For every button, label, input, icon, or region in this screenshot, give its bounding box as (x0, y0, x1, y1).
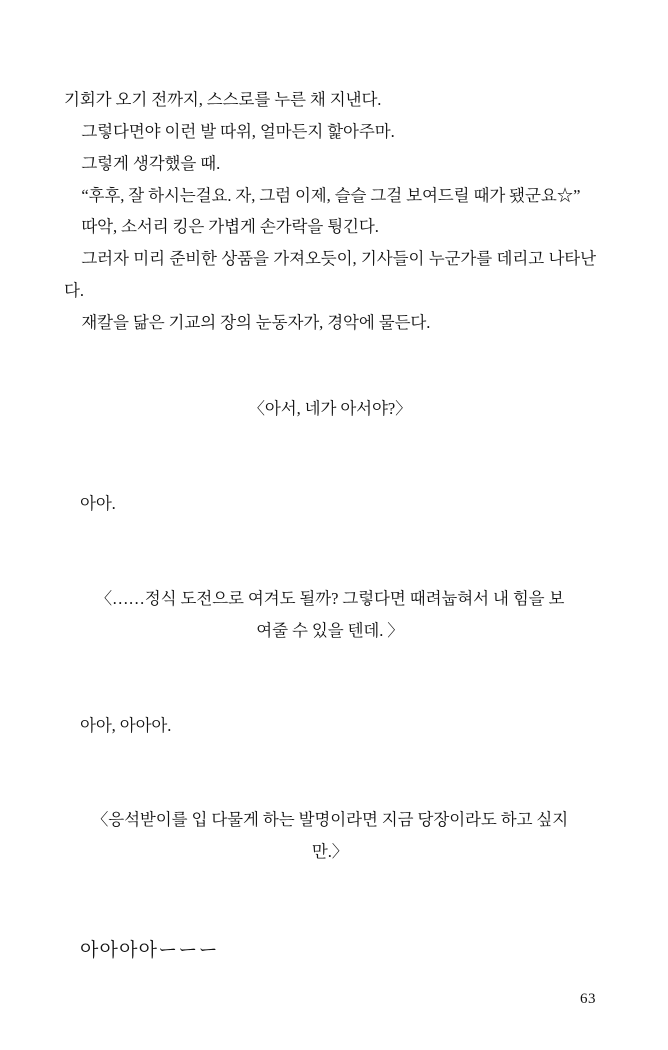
spacer (64, 885, 596, 915)
page-number: 63 (580, 991, 596, 1007)
reaction-line: 아아, 아아아. (80, 715, 172, 735)
spacer (64, 758, 596, 788)
paragraph-dialogue: “후후, 잘 하시는걸요. 자, 그럼 이제, 슬슬 그걸 보여드릴 때가 됐군요☆” (81, 185, 581, 205)
scream-line: 아아아아ーーー (80, 939, 219, 961)
paragraph: 따악, 소서리 킹은 가볍게 손가락을 튕긴다. (81, 217, 379, 237)
reaction-line: 아아. (80, 494, 116, 514)
paragraph: 그러자 미리 준비한 상품을 가져오듯이, 기사들이 누군가를 데리고 나타난다. (64, 249, 596, 301)
paragraph: 재칼을 닮은 기교의 장의 눈동자가, 경악에 물든다. (81, 312, 431, 332)
page-body (64, 84, 596, 968)
spacer (64, 442, 596, 472)
paragraph: 기회가 오기 전까지, 스스로를 누른 채 지낸다. (64, 90, 382, 109)
centered-telepathy-block: 〈……정식 도전으로 여겨도 될까? 그렇다면 때려눕혀서 내 힘을 보여줄 수 있을 텐데. 〉 (95, 588, 565, 640)
spacer (64, 536, 596, 566)
centered-telepathy-block: 〈응석받이를 입 다물게 하는 발명이라면 지금 당장이라도 하고 싶지만.〉 (91, 810, 569, 862)
paragraph: 그렇게 생각했을 때. (81, 153, 221, 173)
paragraph: 그렇다면야 이런 발 따위, 얼마든지 핥아주마. (81, 121, 395, 141)
centered-telepathy-line: 〈아서, 네가 아서야?〉 (248, 399, 412, 419)
spacer (64, 339, 596, 377)
spacer (64, 663, 596, 693)
